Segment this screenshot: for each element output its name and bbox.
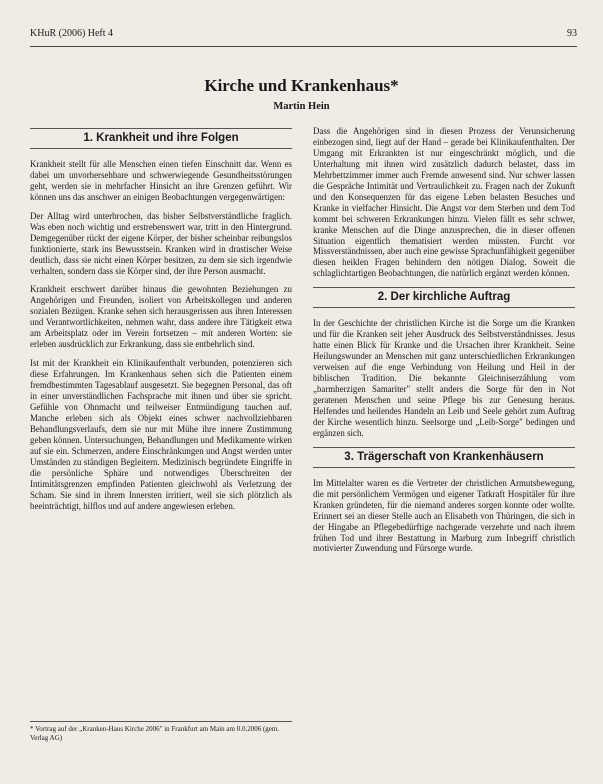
page-number: 93 <box>567 28 577 39</box>
footnote: * Vortrag auf der „Kranken-Haus Kirche 2006" in Frankfurt am Main am 0.0.2006 (gem. Verlag AG) <box>30 721 292 742</box>
header-rule <box>30 46 577 47</box>
right-column <box>313 126 575 554</box>
section-1-heading: 1. Krankheit und ihre Folgen <box>83 132 239 144</box>
paragraph: Ist mit der Krankheit ein Klinikaufenthalt verbunden, potenzieren sich diese Erfahrungen. Im Krankenhaus sehen sich die Patienten einem fremdbestimmten Tagesablauf ausgesetzt. Sie begegnen Personal, das oft in einer unverständlichen Fachsprache mit ihnen und über sie spricht. Gefühle von Ohnmacht und teilweiser Entmündigung tauchen auf. Manche erleben sich als Objekt eines schwer nachvollziehbaren Behandlungsverlaufs, dem sie nur mit Mühe ihre innere Zustimmung geben können. Untersuchungen, Behandlungen und Medikamente wirken auf sie ein. Schmerzen, andere Einschränkungen und Angst werden unter Umständen zu ständigen Begleitern. Medizinisch begründete Eingriffe in die persönliche Sphäre und notwendiges Überschreiten der Intimitätsgrenzen empfinden Patienten gleichwohl als Verletzung der Scham. Sie sind in ihrem Innersten irritiert, weil sie sich plötzlich als beeinträchtigt, hilflos und auf andere angewiesen erleben. <box>30 358 292 511</box>
section-rule <box>30 148 292 149</box>
paragraph: Krankheit erschwert darüber hinaus die gewohnten Beziehungen zu Angehörigen und Freunden, isoliert von Arbeitskollegen und anderen sozialen Bezügen. Kranke sehen sich herausgerissen aus ihren Interessen und Verantwortlichkeiten, nehmen wahr, dass andere ihre Tätigkeit etwa am Arbeitsplatz oder im Verein fortsetzen – mit anderen Worten: sie erleben ausdrücklich zur Erkrankung, dass sie entbehrlich sind. <box>30 284 292 350</box>
article-author: Martin Hein <box>273 101 330 112</box>
article-title: Kirche und Krankenhaus* <box>204 76 399 95</box>
section-3-heading-block <box>313 447 575 468</box>
journal-issue: KHuR (2006) Heft 4 <box>30 28 114 39</box>
paragraph: In der Geschichte der christlichen Kirche ist die Sorge um die Kranken und für die Kranken seit jeher Ausdruck des Selbstverständnisses. Jesus hatte einen Blick für Kranke und die Ursachen ihrer Krankheit. Seine Heilungswunder an Menschen mit ganz unterschiedlichen Erkrankungen verweisen auf die enge Verbindung von Heilung und Heil in der biblischen Tradition. Die bekannte Gleichniserzählung vom „barmherzigen Samariter" stellt anders die Sorge für den in Not geratenen Menschen und seine Pflege bis zur Genesung heraus. Helfendes und heilendes Handeln an Leib und Seele gehört zum Auftrag der Kirche wesentlich hinzu. Seelsorge und „Leib-Sorge" bedingen und ergänzen sich. <box>313 318 575 438</box>
paragraph: Dass die Angehörigen sind in diesen Prozess der Verunsicherung einbezogen sind, liegt auf der Hand – gerade bei Klinikaufenthalten. Der Umgang mit Erkrankten ist nur eingeschränkt möglich, und die Unterhaltung mit ihnen wird zusätzlich dadurch belastet, dass im Mehrbettzimmer immer auch Fremde anwesend sind. Nur schwer lassen die Gespräche Intimität und Vertraulichkeit zu. Fragen nach der Zukunft und den Konsequenzen für das eigene Leben belasten Besuches und Kranke in vielfacher Hinsicht. Die Angst vor dem Sterben und dem Tod kommt bei schweren Erkrankungen hinzu. Vielen fällt es sehr schwer, kranke Menschen auf die Dinge anzusprechen, die in dieser offenen Situation eigentlich thematisiert werden müssten. Furcht vor Missverständnissen, aber auch eine gewisse Sprachunfähigkeit gegenüber diesen heiklen Fragen behindern den nötigen Dialog. Soweit die schlaglichtartigen Beobachtungen, die natürlich ergänzt werden können. <box>313 126 575 279</box>
section-2-heading: 2. Der kirchliche Auftrag <box>377 291 511 304</box>
section-3-heading: 3. Trägerschaft von Krankenhäusern <box>344 450 544 463</box>
running-head <box>30 28 577 42</box>
left-column <box>30 126 292 512</box>
paragraph: Im Mittelalter waren es die Vertreter der christlichen Armutsbewegung, die mit persönlichem Vermögen und eigener Tatkraft Hospitäler für ihre Kranken gründeten, für die niemand anderes sorgen konnte oder wollte. Erinnert sei an dieser Stelle auch an Elisabeth von Thüringen, die sich in der Hingabe an Pflegebedürftige nachgerade verzehrte und nach ihrem frühen Tod und ihrer Bestattung in Marburg zum Inbegriff christlich motivierter Zuwendung und Fürsorge wurde. <box>313 477 575 554</box>
paragraph: Krankheit stellt für alle Menschen einen tiefen Einschnitt dar. Wenn es dabei um unvorhersehbare und schwerwiegende Gesundheitsstörungen geht, werden sie in mehrfacher Hinsicht an ihre Grenzen geführt. Wir können uns das anschwer an einigen Beobachtungen vergegenwärtigen: <box>30 158 292 202</box>
section-2-heading-block <box>313 287 575 308</box>
section-rule <box>313 467 575 468</box>
section-1-heading-block <box>30 128 292 149</box>
section-rule <box>313 307 575 308</box>
paragraph: Der Alltag wird unterbrochen, das bisher Selbstverständliche fraglich. Was eben noch wichtig und erstrebenswert war, tritt in den Hintergrund. Demgegenüber rückt der eigene Körper, der bisher scheinbar reibungslos funktionierte, stark ins Bewusstsein. Kranken wird in drastischer Weise deutlich, dass sie nicht einen Körper besitzen, zu dem sie sich irgendwie verhalten, sondern dass sie Körper sind, der ihre Person ausmacht. <box>30 210 292 276</box>
